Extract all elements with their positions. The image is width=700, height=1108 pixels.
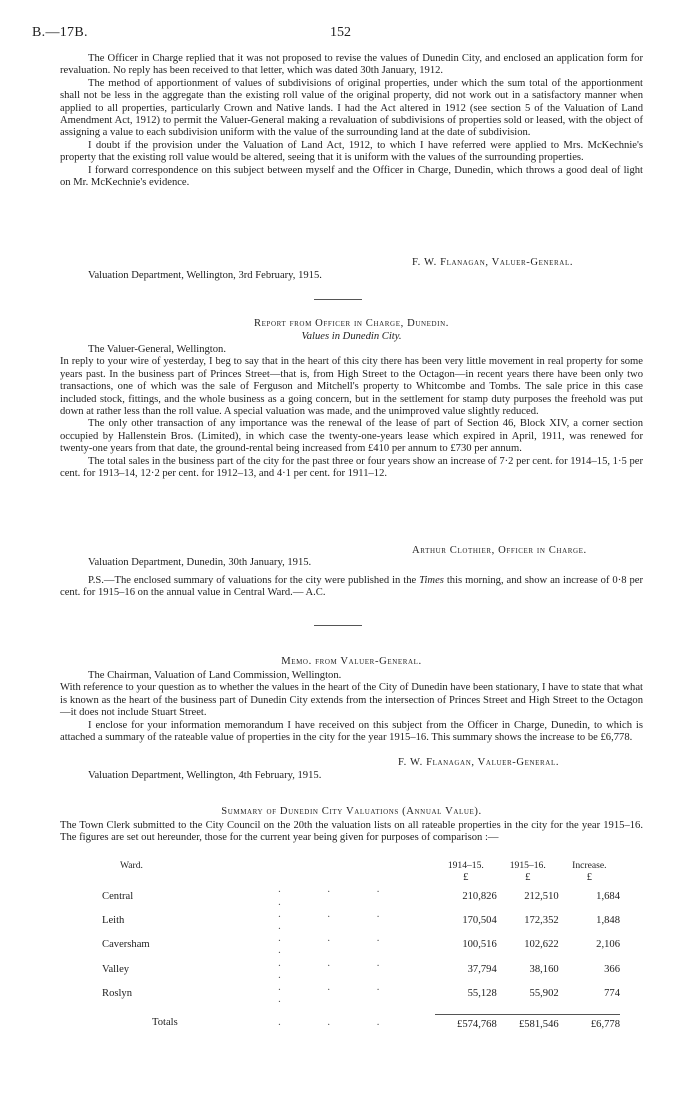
postscript-text: P.S.—The enclosed summary of valuations for the city were published in the — [88, 575, 420, 586]
value-1914-15: 55,128 — [467, 988, 497, 1000]
total-1915-16: £581,546 — [497, 1015, 559, 1032]
value-1914-15: 170,504 — [462, 914, 497, 926]
unit-pound: £ — [586, 872, 592, 884]
value-1914-15: 210,826 — [462, 890, 497, 902]
section-officer-reply — [60, 53, 643, 189]
leader-dots: . . . . — [278, 982, 402, 1006]
section-summary-intro — [60, 820, 643, 845]
section-title: Report from Officer in Charge, Dunedin. — [253, 318, 450, 329]
value-increase: 1,848 — [596, 914, 620, 926]
table-row — [60, 958, 620, 982]
value-1914-15: 37,794 — [467, 963, 497, 975]
table-totals-row — [60, 1015, 620, 1032]
section-title: Summary of Dunedin City Valuations (Annual Value). — [221, 806, 482, 817]
addressee: The Valuer-General, Wellington. — [88, 344, 226, 355]
leader-dots: . . . . — [278, 957, 402, 981]
leader-dots: . . . . — [278, 933, 402, 957]
section-report-dunedin — [60, 344, 643, 480]
paragraph: The total sales in the business part of the city for the past three or four years show an increase of 7·2 per cent. for 1914–15, 1·5 per cent. for 1913–14, 12·2 per cent. for 1912–13, and 4·1 per cent. for 1911–12. — [60, 455, 643, 480]
ward-name: Leith — [102, 914, 125, 926]
total-1914-15: £574,768 — [435, 1015, 497, 1032]
addressee: The Chairman, Valuation of Land Commission, Wellington. — [88, 670, 342, 681]
table-row — [60, 982, 620, 1006]
value-1915-16: 102,622 — [524, 939, 559, 951]
total-increase: £6,778 — [559, 1015, 620, 1032]
valuation-summary-table — [60, 860, 620, 1032]
paragraph: The Officer in Charge replied that it was not proposed to revise the values of Dunedin City, and enclosed an application form for revaluation. No reply has been received to that letter, which was dated 30th January, 1912. — [60, 53, 643, 77]
unit-pound: £ — [463, 872, 469, 884]
table-row — [60, 884, 620, 908]
signature-valuer-general: F. W. Flanagan, Valuer-General. — [398, 757, 560, 768]
paragraph: I doubt if the provision under the Valuation of Land Act, 1912, to which I have referred were applied to Mrs. McKechnie's property that the existing roll value would be altered, seeing that it is uniform with the values of the surrounding properties. — [60, 139, 643, 164]
table-header-row — [60, 860, 620, 872]
dateline: Valuation Department, Dunedin, 30th January, 1915. — [88, 557, 312, 568]
dateline: Valuation Department, Wellington, 4th February, 1915. — [88, 770, 322, 781]
signature-valuer-general: F. W. Flanagan, Valuer-General. — [412, 257, 574, 268]
paragraph: The Town Clerk submitted to the City Council on the 20th the valuation lists on all rateable properties in the city for the year 1915–16. The figures are set out hereunder, those for the current year being given for purposes of comparison :— — [60, 820, 643, 844]
dateline: Valuation Department, Wellington, 3rd February, 1915. — [88, 270, 322, 281]
value-increase: 1,684 — [596, 890, 620, 902]
paragraph: The only other transaction of any importance was the renewal of the lease of part of Section 46, Block XIV, a corner section occupied by Hallenstein Bros. (Limited), in which case the twenty-one-years lease which expired in April, 1911, was renewed for twenty-one years from that date, the ground-rental being increased from £410 per annum to £730 per annum. — [60, 418, 643, 455]
unit-pound: £ — [525, 872, 531, 884]
totals-label: Totals — [152, 1017, 178, 1029]
table-row — [60, 909, 620, 933]
section-divider — [314, 625, 362, 626]
page-number: 152 — [330, 25, 351, 40]
section-divider — [314, 299, 362, 300]
ward-name: Central — [102, 890, 134, 902]
ward-name: Valley — [102, 963, 130, 975]
value-1914-15: 100,516 — [462, 939, 497, 951]
column-header-1914-15: 1914–15. — [447, 860, 484, 871]
value-1915-16: 212,510 — [524, 890, 559, 902]
table-units-row — [60, 872, 620, 884]
postscript — [60, 575, 643, 600]
leader-dots: . . . . — [278, 908, 402, 933]
paragraph: With reference to your question as to whether the values in the heart of the City of Dunedin have been stationary, I have to state that what is known as the heart of the business part of Dunedin City extends from the intersection of Princes Street and High Street to the Octagon—it does not include Stuart Street. — [60, 682, 643, 719]
value-increase: 2,106 — [596, 939, 620, 951]
value-1915-16: 172,352 — [524, 914, 559, 926]
newspaper-name: Times — [419, 575, 444, 586]
value-increase: 774 — [604, 988, 620, 1000]
signature-officer-in-charge: Arthur Clothier, Officer in Charge. — [412, 545, 587, 556]
paragraph: I enclose for your information memorandum I have received on this subject from the Officer in Charge, Dunedin, to which is attached a summary of the rateable value of properties in the city for the year 1915–16. This summary shows the increase to be £6,778. — [60, 719, 643, 744]
postscript-text: this morning, and show an increase of 0·8 per cent. for 1915–16 on the annual value in Central Ward.— A.C. — [60, 575, 643, 599]
section-memo — [60, 670, 643, 744]
leader-dots: . . . . — [278, 884, 402, 908]
report-reference: B.—17B. — [32, 25, 88, 40]
column-header-ward: Ward. — [120, 860, 143, 871]
value-1915-16: 55,902 — [529, 988, 559, 1000]
ward-name: Roslyn — [102, 988, 133, 1000]
paragraph: The method of apportionment of values of subdivisions of original properties, under which the sum total of the apportionment shall not be less in the aggregate than the existing roll value of the original property, did not work out in a satisfactory manner when applied to all properties, particularly Crown and Native lands. I had the Act altered in 1912 (see section 5 of the Valuation of Land Amendment Act, 1912) to permit the Valuer-General making a revaluation of subdivisions of properties sold or leased, with the object of assigning a value to each subdivision uniform with the value of the surrounding land at the date of subdivision. — [60, 77, 643, 139]
paragraph: In reply to your wire of yesterday, I beg to say that in the heart of this city there has been very little movement in real property for some years past. In the business part of Princes Street—that is, from High Street to the Octagon—in recent years there have been only two transactions, one of which was the sale of Ferguson and Mitchell's property to Whitcombe and Tombs. The sale price in this case included stock, fittings, and the whole business as a going concern, but in the settlement for stamp duty purposes the freehold was put down at rather less than the roll value. A special valuation was made, and the unimproved value slightly reduced. — [60, 356, 643, 418]
column-header-increase: Increase. — [572, 860, 607, 871]
table-row — [60, 933, 620, 957]
paragraph: I forward correspondence on this subject between myself and the Officer in Charge, Dunedin, which throws a good deal of light on Mr. McKechnie's evidence. — [60, 164, 643, 189]
leader-dots: . . . — [278, 1017, 402, 1029]
value-1915-16: 38,160 — [529, 963, 559, 975]
ward-name: Caversham — [102, 939, 150, 951]
section-subtitle: Values in Dunedin City. — [301, 331, 402, 342]
column-header-1915-16: 1915–16. — [509, 860, 546, 871]
section-title: Memo. from Valuer-General. — [281, 656, 422, 667]
value-increase: 366 — [604, 963, 620, 975]
